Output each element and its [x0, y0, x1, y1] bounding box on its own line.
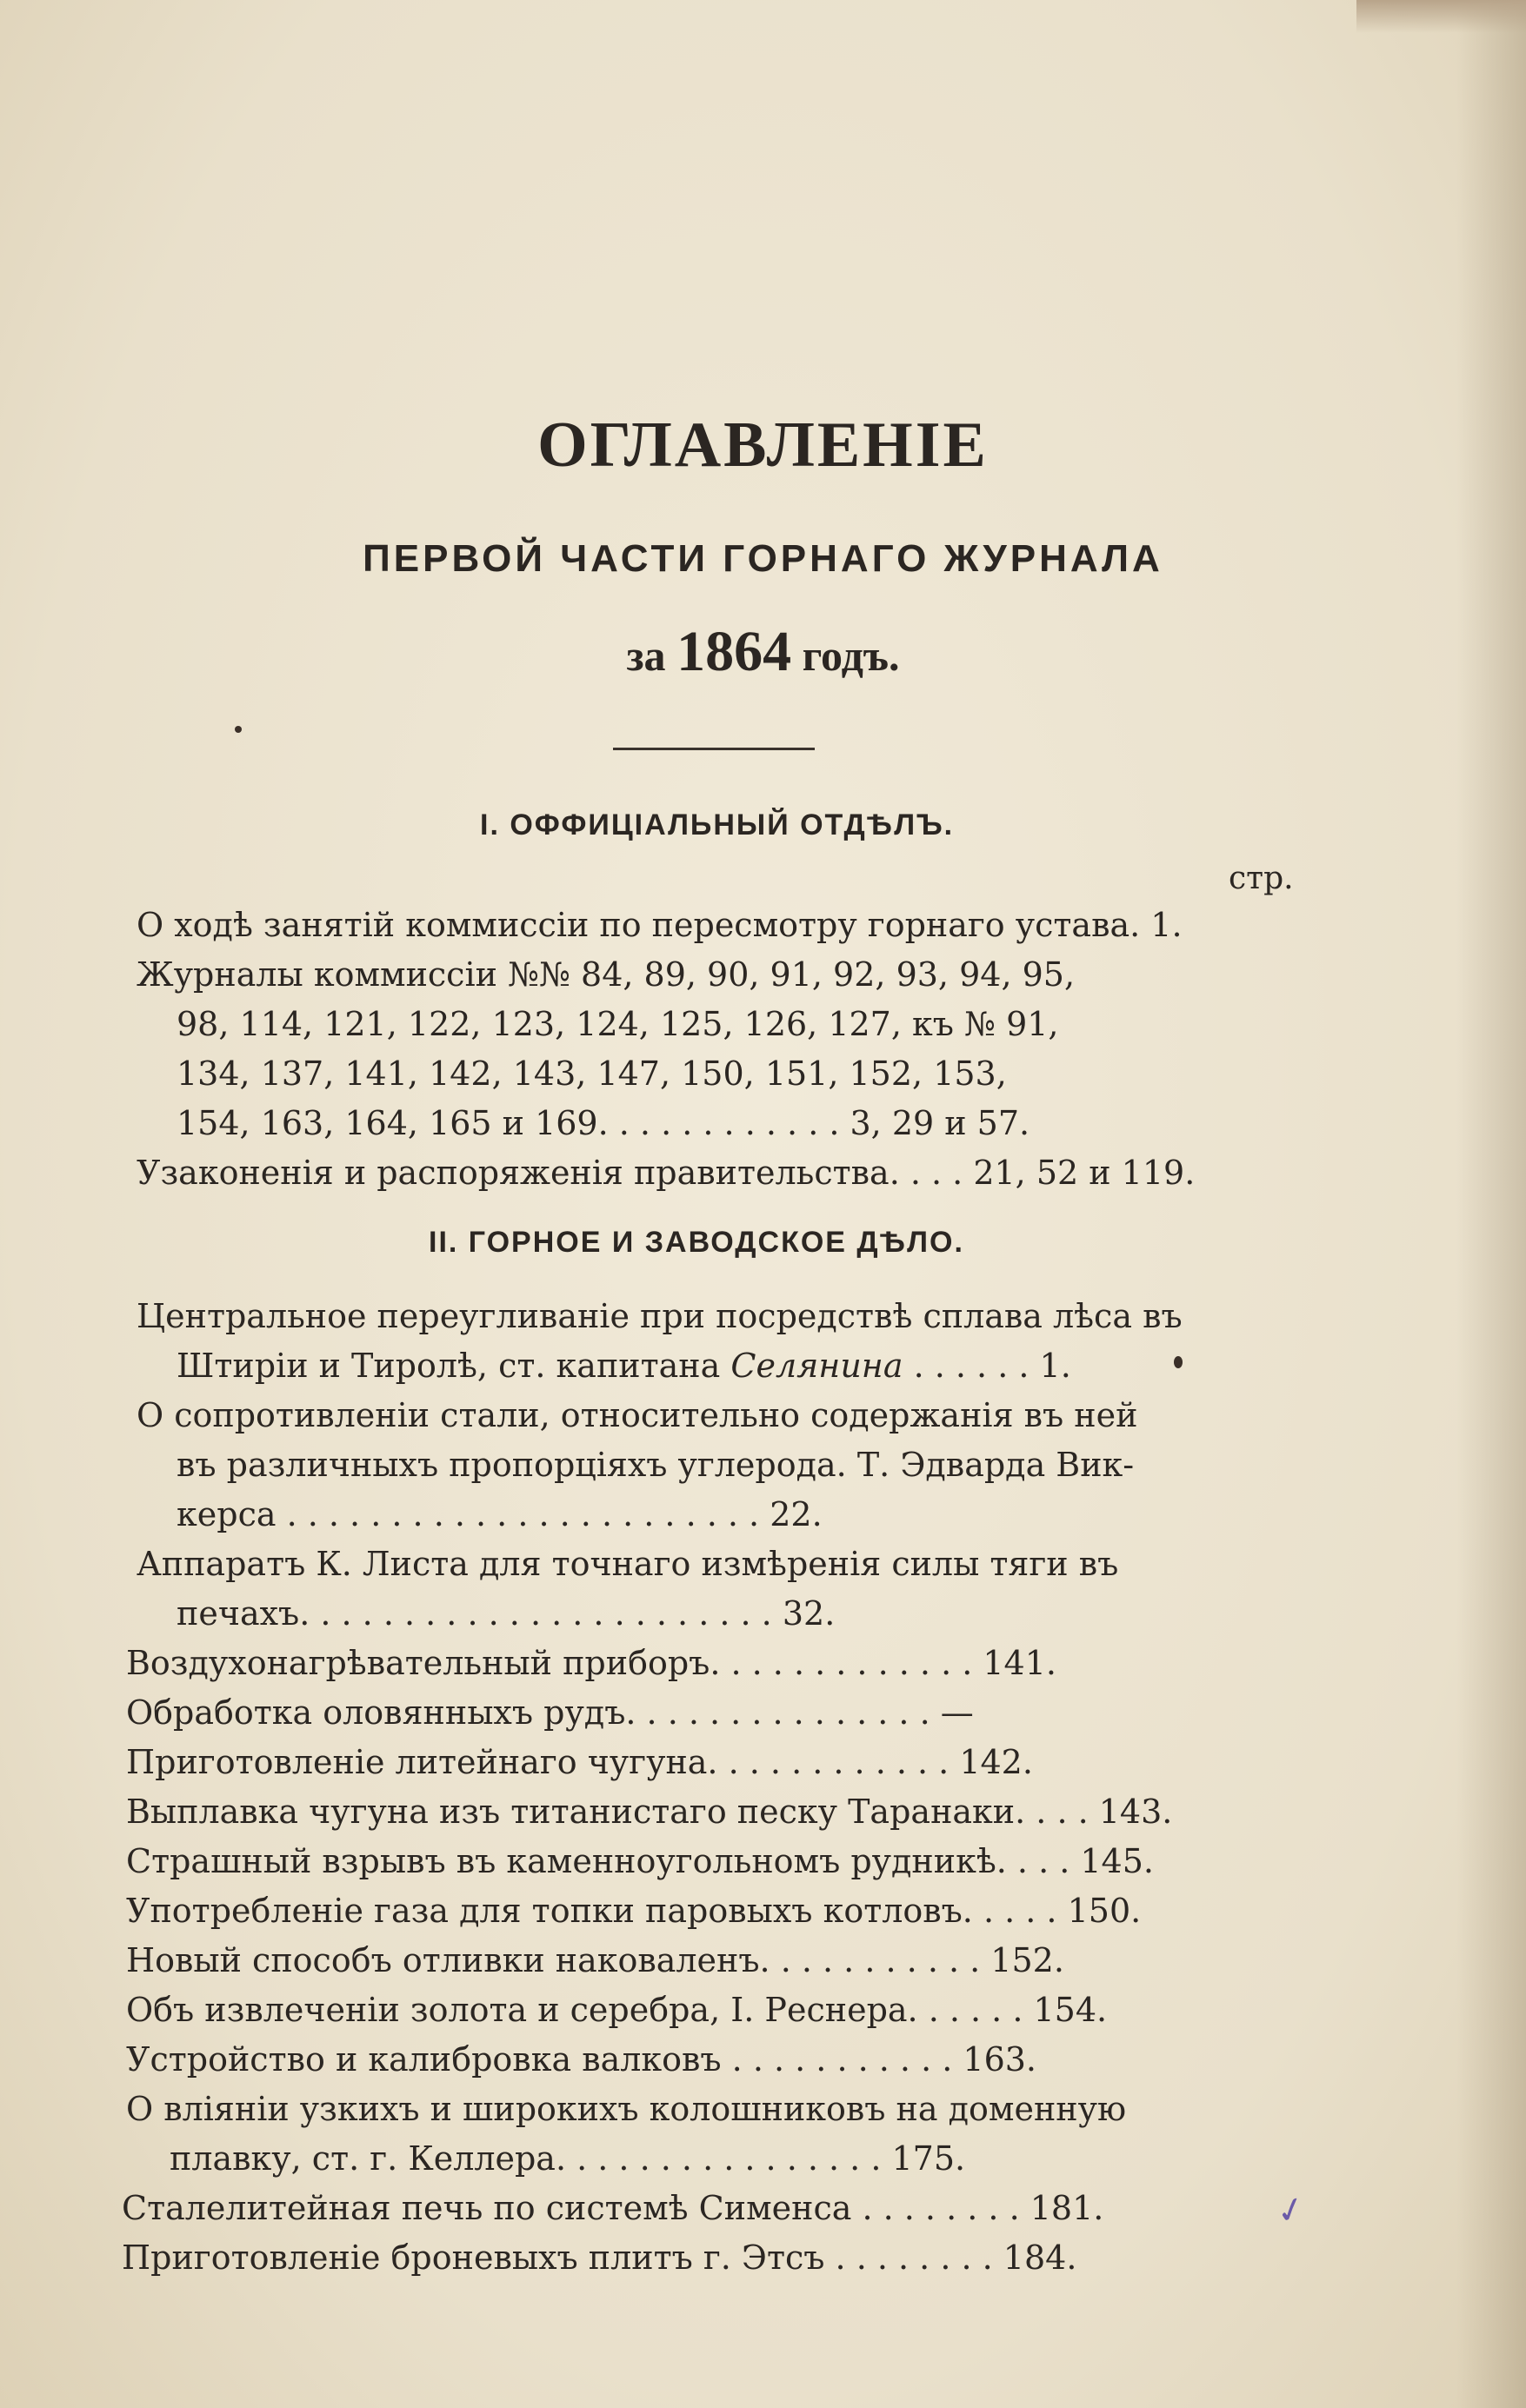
- title-rule: [613, 748, 815, 750]
- toc-entry: Страшный взрывъ въ каменноугольномъ рудникѣ. . . . 145.: [126, 1842, 1154, 1880]
- toc-entry-continuation: плавку, ст. г. Келлера. . . . . . . . . . . . . . . . 175.: [170, 2139, 966, 2178]
- toc-entry-continuation: печахъ. . . . . . . . . . . . . . . . . . . . . . . 32.: [177, 1594, 836, 1633]
- page-edge-shadow: [1456, 0, 1526, 2408]
- pencil-check-mark: ✓: [1271, 2187, 1310, 2234]
- toc-entry: Журналы коммиссіи №№ 84, 89, 90, 91, 92, 93, 94, 95,: [137, 955, 1076, 994]
- toc-entry: Устройство и калибровка валковъ . . . . . . . . . . . 163.: [126, 2040, 1037, 2079]
- toc-entry: О ходѣ занятій коммиссіи по пересмотру горнаго устава. 1.: [137, 906, 1183, 944]
- page-column-label: стр.: [1229, 861, 1294, 896]
- toc-entry: Приготовленіе броневыхъ плитъ г. Этсъ . . . . . . . . 184.: [122, 2238, 1077, 2277]
- toc-entry-continuation: въ различныхъ пропорціяхъ углерода. Т. Эдварда Вик-: [177, 1446, 1135, 1484]
- section-heading-mining: II. ГОРНОЕ И ЗАВОДСКОЕ ДѢЛО.: [429, 1226, 964, 1259]
- ink-speck: [235, 726, 242, 733]
- toc-entry: Употребленіе газа для топки паровыхъ котловъ. . . . . 150.: [126, 1892, 1142, 1930]
- year-prefix: за: [626, 631, 666, 680]
- toc-entry: Сталелитейная печь по системѣ Сименса . . . . . . . . 181.: [122, 2189, 1104, 2227]
- toc-entry: Новый способъ отливки наковаленъ. . . . . . . . . . . 152.: [126, 1941, 1064, 1979]
- year-suffix: годъ.: [802, 631, 900, 680]
- toc-entry: Воздухонагрѣвательный приборъ. . . . . . . . . . . . . 141.: [126, 1644, 1056, 1682]
- year-line: [0, 619, 1526, 685]
- toc-entry-continuation: [177, 1345, 1071, 1387]
- toc-entry: Приготовленіе литейнаго чугуна. . . . . . . . . . . . 142.: [126, 1743, 1033, 1781]
- toc-entry: Центральное переугливаніе при посредствѣ сплава лѣса въ: [137, 1297, 1183, 1335]
- toc-entry-continuation: 134, 137, 141, 142, 143, 147, 150, 151, 152, 153,: [177, 1054, 1007, 1093]
- toc-entry-text: Штиріи и Тиролѣ, ст. капитана: [177, 1347, 721, 1385]
- toc-entry: Узаконенія и распоряженія правительства. . . . 21, 52 и 119.: [137, 1154, 1196, 1192]
- toc-entry: О сопротивленіи стали, относительно содержанія въ ней: [137, 1396, 1138, 1434]
- toc-entry: Обработка оловянныхъ рудъ. . . . . . . . . . . . . . . —: [126, 1693, 974, 1732]
- toc-entry-page: . . . . . . 1.: [913, 1347, 1071, 1385]
- author-name: Селянина: [730, 1347, 903, 1385]
- toc-entry-continuation: 98, 114, 121, 122, 123, 124, 125, 126, 127, къ № 91,: [177, 1005, 1059, 1043]
- toc-entry: Выплавка чугуна изъ титанистаго песку Таранаки. . . . 143.: [126, 1793, 1173, 1831]
- section-heading-official: I. ОФФИЦІАЛЬНЫЙ ОТДѢЛЪ.: [480, 808, 955, 841]
- toc-entry-continuation: 154, 163, 164, 165 и 169. . . . . . . . . . . . 3, 29 и 57.: [177, 1104, 1030, 1142]
- toc-entry: Объ извлеченіи золота и серебра, I. Реснера. . . . . . 154.: [126, 1991, 1108, 2029]
- toc-entry: Аппаратъ К. Листа для точнаго измѣренія силы тяги въ: [137, 1545, 1119, 1583]
- page-subtitle: ПЕРВОЙ ЧАСТИ ГОРНАГО ЖУРНАЛА: [363, 537, 1163, 580]
- page-edge-top: [1356, 0, 1526, 33]
- toc-entry: О вліяніи узкихъ и широкихъ колошниковъ на доменную: [126, 2090, 1127, 2128]
- toc-entry-continuation: керса . . . . . . . . . . . . . . . . . . . . . . . 22.: [177, 1495, 823, 1533]
- page-title: ОГЛАВЛЕНІЕ: [537, 409, 989, 481]
- year-value: 1864: [676, 620, 792, 683]
- ink-speck: [1174, 1356, 1183, 1368]
